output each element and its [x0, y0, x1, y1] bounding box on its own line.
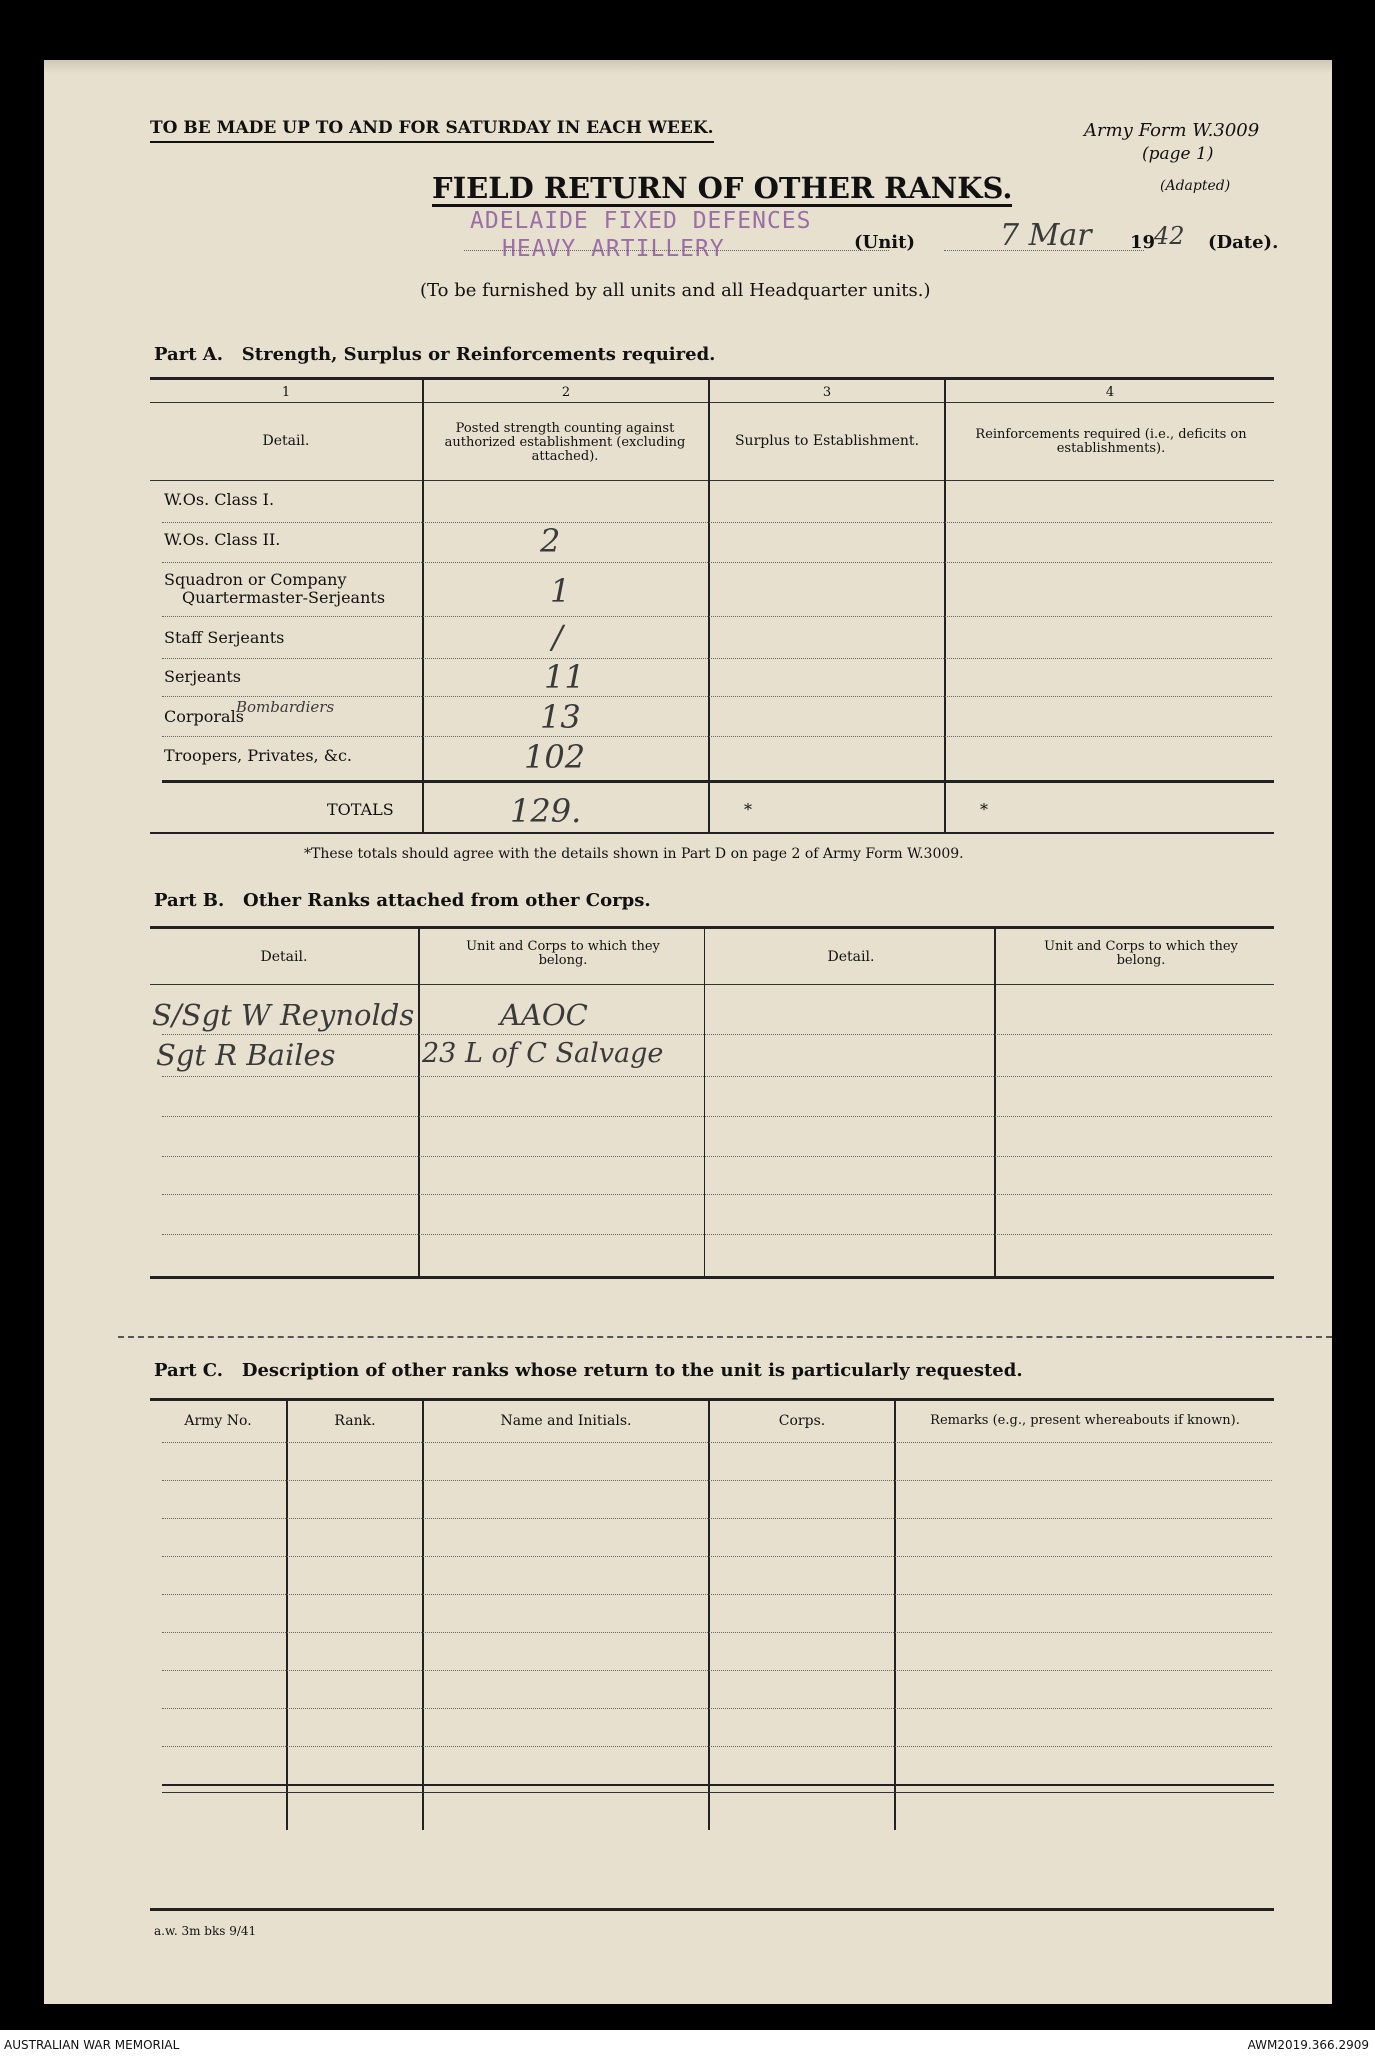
part-c-row-rule — [162, 1556, 1272, 1557]
totals-value: 129. — [510, 792, 582, 830]
part-b-row-rule — [162, 1116, 1272, 1117]
part-c-row-rule — [162, 1632, 1272, 1633]
form-page — [44, 60, 1332, 2004]
part-c-col-divider-2 — [422, 1400, 424, 1830]
part-b-row-rule — [162, 1194, 1272, 1195]
print-code: a.w. 3m bks 9/41 — [154, 1924, 257, 1938]
part-a-header-detail: Detail. — [262, 433, 310, 449]
part-a-colnum-3: 3 — [822, 385, 832, 400]
weekly-instruction: TO BE MADE UP TO AND FOR SATURDAY IN EACH WEEK. — [150, 118, 714, 143]
part-c-col-divider-1 — [286, 1400, 288, 1830]
date-handwritten: 7 Mar — [1000, 218, 1092, 253]
unit-stamp-line2: HEAVY ARTILLERY — [502, 236, 725, 262]
row-wo-class-2: W.Os. Class II. — [164, 530, 281, 549]
part-c-row-rule — [162, 1708, 1272, 1709]
part-c-header-name: Name and Initials. — [500, 1413, 632, 1429]
value-serjeants: 11 — [544, 658, 585, 696]
part-a-header-posted: Posted strength counting against authorized establishment (excluding attached). — [444, 421, 686, 464]
attached-detail-2: Sgt R Bailes — [156, 1038, 336, 1072]
part-c-total-rule-2 — [162, 1792, 1274, 1793]
part-a-colnum-4: 4 — [1105, 385, 1115, 400]
part-c-header-rank: Rank. — [334, 1413, 376, 1429]
part-c-row-rule — [162, 1518, 1272, 1519]
part-b-col-divider-2 — [704, 928, 709, 1276]
archive-left-credit: AUSTRALIAN WAR MEMORIAL — [4, 2038, 180, 2052]
value-troopers: 102 — [524, 738, 586, 776]
totals-surplus-asterisk: * — [744, 800, 752, 819]
value-cqms: 1 — [550, 572, 571, 610]
part-c-row-rule — [162, 1746, 1272, 1747]
archive-accession-number: AWM2019.366.2909 — [1247, 2038, 1369, 2052]
part-a-heading: Part A. Strength, Surplus or Reinforcements required. — [154, 344, 716, 365]
totals-label: TOTALS — [327, 800, 394, 819]
corporals-handwritten-note: Bombardiers — [236, 698, 335, 716]
date-line — [944, 250, 1144, 251]
part-c-row-rule — [162, 1594, 1272, 1595]
part-a-num-rule — [150, 402, 1274, 403]
part-a-bottom-rule — [150, 832, 1274, 834]
archive-credit-bar — [0, 2030, 1375, 2061]
part-a-footnote: *These totals should agree with the details shown in Part D on page 2 of Army Form W.3009. — [304, 846, 964, 862]
part-b-row-rule — [162, 1234, 1272, 1235]
totals-reinforcements-asterisk: * — [980, 800, 988, 819]
part-c-row-rule — [162, 1480, 1272, 1481]
part-a-header-reinforcements: Reinforcements required (i.e., deficits on establishments). — [975, 427, 1247, 456]
part-a-header-surplus: Surplus to Establishment. — [734, 433, 920, 449]
attached-unit-2: 23 L of C Salvage — [422, 1038, 664, 1069]
row-cqms: Squadron or Company — [164, 570, 347, 589]
value-corporals: 13 — [540, 698, 581, 736]
part-a-colnum-1: 1 — [281, 385, 291, 400]
part-b-header-unit-2: Unit and Corps to which they belong. — [1044, 939, 1238, 968]
part-c-header-corps: Corps. — [778, 1413, 826, 1429]
part-b-col-divider-1 — [418, 928, 420, 1276]
part-b-row-rule — [162, 1034, 1272, 1035]
part-a-top-rule — [150, 377, 1274, 380]
row-cqms-line2: Quartermaster-Serjeants — [182, 588, 386, 607]
unit-stamp-line1: ADELAIDE FIXED DEFENCES — [470, 208, 812, 234]
row-serjeants: Serjeants — [164, 667, 241, 686]
part-b-header-unit-1: Unit and Corps to which they belong. — [466, 939, 660, 968]
part-c-header-army-no: Army No. — [184, 1413, 252, 1429]
part-a-col-divider-1 — [422, 379, 424, 832]
attached-detail-1: S/Sgt W Reynolds — [152, 998, 415, 1032]
row-staff-serjeants: Staff Serjeants — [164, 628, 285, 647]
unit-label: (Unit) — [854, 232, 915, 253]
part-b-top-rule — [150, 926, 1274, 929]
form-page: (page 1) — [1142, 144, 1214, 164]
part-b-heading: Part B. Other Ranks attached from other Corps. — [154, 890, 651, 911]
part-b-header-detail-2: Detail. — [827, 949, 875, 965]
row-rule — [162, 616, 1272, 617]
row-rule — [162, 522, 1272, 523]
part-a-col-divider-3 — [944, 379, 946, 832]
value-staff-serjeants: / — [552, 618, 563, 656]
totals-top-rule — [162, 780, 1274, 783]
part-b-row-rule — [162, 1076, 1272, 1077]
part-a-colnum-2: 2 — [561, 385, 571, 400]
adapted-note: (Adapted) — [1160, 178, 1231, 194]
part-c-col-divider-3 — [708, 1400, 710, 1830]
row-rule — [162, 562, 1272, 563]
row-rule — [162, 658, 1272, 659]
part-b-bottom-rule — [150, 1276, 1274, 1279]
part-b-header-detail-1: Detail. — [260, 949, 308, 965]
part-c-top-rule — [150, 1398, 1274, 1401]
value-wo-class-2: 2 — [540, 522, 561, 560]
year-prefix: 19 — [1130, 232, 1156, 253]
subtitle: (To be furnished by all units and all Headquarter units.) — [420, 280, 931, 301]
row-rule — [162, 696, 1272, 697]
row-troopers: Troopers, Privates, &c. — [164, 746, 353, 765]
date-label: (Date). — [1208, 232, 1279, 253]
paper-top-edge — [44, 60, 1332, 74]
form-bottom-rule — [150, 1908, 1274, 1911]
part-c-total-rule — [162, 1784, 1274, 1786]
row-corporals: Corporals — [164, 707, 244, 726]
row-rule — [162, 736, 1272, 737]
unit-line — [464, 250, 889, 251]
year-handwritten: 42 — [1154, 222, 1185, 250]
form-name: Army Form W.3009 — [1084, 120, 1260, 141]
part-c-col-divider-4 — [894, 1400, 896, 1830]
row-wo-class-1: W.Os. Class I. — [164, 490, 275, 509]
part-b-row-rule — [162, 1156, 1272, 1157]
part-c-row-rule — [162, 1442, 1272, 1443]
part-b-col-divider-3 — [994, 928, 996, 1276]
part-c-heading: Part C. Description of other ranks whose return to the unit is particularly requested. — [154, 1360, 1023, 1381]
attached-unit-1: AAOC — [500, 998, 588, 1032]
part-a-header-rule — [150, 480, 1274, 481]
part-c-row-rule — [162, 1670, 1272, 1671]
form-title: FIELD RETURN OF OTHER RANKS. — [432, 171, 1013, 205]
part-b-header-rule — [150, 984, 1274, 985]
part-c-header-remarks: Remarks (e.g., present whereabouts if known). — [930, 1413, 1240, 1428]
tear-line — [118, 1336, 1332, 1338]
